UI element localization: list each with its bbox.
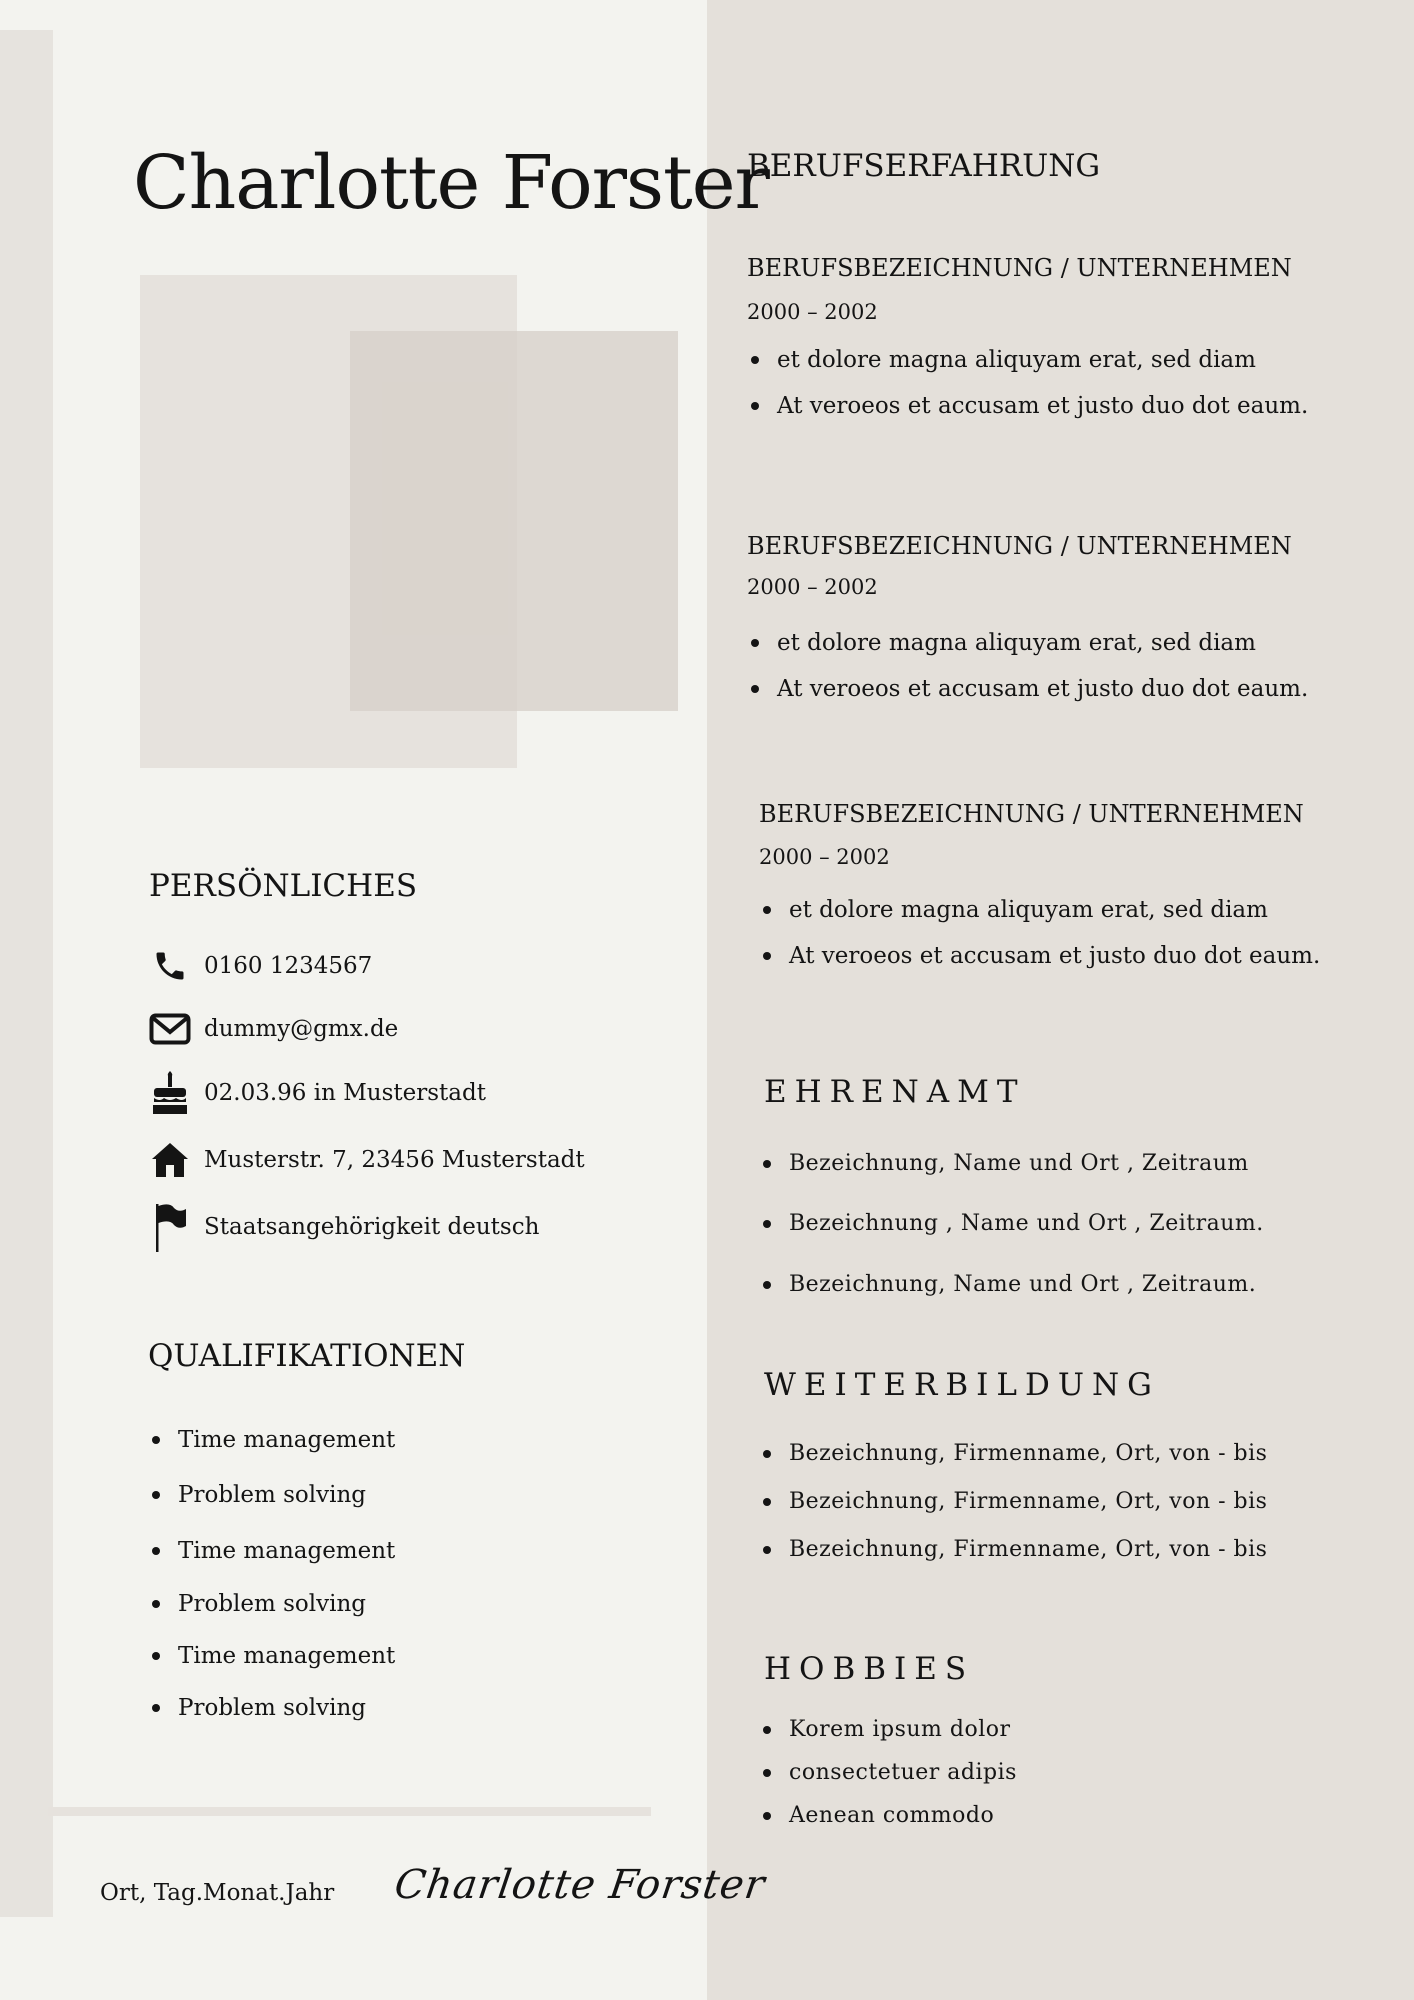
list-item: Problem solving <box>148 1688 395 1728</box>
experience-section-title: BERUFSERFAHRUNG <box>747 148 1101 184</box>
job-bullets <box>759 890 1320 976</box>
house-icon <box>148 1138 192 1182</box>
candidate-name: Charlotte Forster <box>133 140 769 226</box>
left-decorative-strip <box>0 30 53 1917</box>
list-item: et dolore magna aliquyam erat, sed diam <box>759 890 1320 930</box>
volunteer-list <box>759 1144 1264 1305</box>
envelope-icon <box>148 1007 192 1051</box>
flag-icon <box>148 1205 192 1249</box>
job-bullets <box>747 340 1308 426</box>
job-date: 2000 – 2002 <box>759 845 890 869</box>
list-item: Time management <box>148 1420 395 1460</box>
birthday-cake-icon <box>148 1071 192 1115</box>
job-date: 2000 – 2002 <box>747 300 878 324</box>
phone-icon <box>148 944 192 988</box>
personal-section-title: PERSÖNLICHES <box>149 868 418 904</box>
job-title: BERUFSBEZEICHNUNG / UNTERNEHMEN <box>759 800 1304 828</box>
list-item: At veroeos et accusam et justo duo dot eaum. <box>747 669 1308 709</box>
list-item: Bezeichnung, Firmenname, Ort, von - bis <box>759 1530 1267 1570</box>
list-item: et dolore magna aliquyam erat, sed diam <box>747 623 1308 663</box>
list-item: Problem solving <box>148 1475 395 1515</box>
list-item: Bezeichnung, Firmenname, Ort, von - bis <box>759 1482 1267 1522</box>
job-bullets <box>747 623 1308 709</box>
list-item: Bezeichnung, Name und Ort , Zeitraum <box>759 1144 1264 1184</box>
list-item: At veroeos et accusam et justo duo dot eaum. <box>759 936 1320 976</box>
list-item: Problem solving <box>148 1584 395 1624</box>
list-item: At veroeos et accusam et justo duo dot eaum. <box>747 386 1308 426</box>
job-date: 2000 – 2002 <box>747 575 878 599</box>
volunteer-section-title: EHRENAMT <box>764 1074 1026 1110</box>
phone-number: 0160 1234567 <box>204 953 373 979</box>
list-item: Time management <box>148 1531 395 1571</box>
postal-address: Musterstr. 7, 23456 Musterstadt <box>204 1147 585 1173</box>
handwritten-signature: Charlotte Forster <box>391 1862 769 1908</box>
qualifications-list <box>148 1420 395 1728</box>
contact-phone <box>148 944 668 988</box>
list-item: Korem ipsum dolor <box>759 1710 1017 1750</box>
contact-email <box>148 1007 668 1051</box>
qualifications-section-title: QUALIFIKATIONEN <box>148 1338 466 1374</box>
contact-nationality <box>148 1205 668 1249</box>
list-item: Aenean commodo <box>759 1796 1017 1836</box>
contact-birthday <box>148 1071 668 1115</box>
contact-address <box>148 1138 668 1182</box>
signature-divider <box>48 1807 651 1816</box>
hobbies-section-title: HOBBIES <box>764 1651 975 1687</box>
list-item: Bezeichnung, Firmenname, Ort, von - bis <box>759 1434 1267 1474</box>
training-list <box>759 1434 1267 1570</box>
email-address: dummy@gmx.de <box>204 1016 399 1042</box>
birth-date-place: 02.03.96 in Musterstadt <box>204 1080 486 1106</box>
list-item: consectetuer adipis <box>759 1753 1017 1793</box>
hobbies-list <box>759 1710 1017 1836</box>
training-section-title: WEITERBILDUNG <box>764 1367 1160 1403</box>
list-item: Time management <box>148 1636 395 1676</box>
job-title: BERUFSBEZEICHNUNG / UNTERNEHMEN <box>747 254 1292 282</box>
job-title: BERUFSBEZEICHNUNG / UNTERNEHMEN <box>747 532 1292 560</box>
place-date-line: Ort, Tag.Monat.Jahr <box>100 1880 335 1906</box>
nationality: Staatsangehörigkeit deutsch <box>204 1214 540 1240</box>
list-item: Bezeichnung , Name und Ort , Zeitraum. <box>759 1204 1264 1244</box>
list-item: et dolore magna aliquyam erat, sed diam <box>747 340 1308 380</box>
photo-placeholder-front <box>350 331 678 711</box>
list-item: Bezeichnung, Name und Ort , Zeitraum. <box>759 1265 1264 1305</box>
